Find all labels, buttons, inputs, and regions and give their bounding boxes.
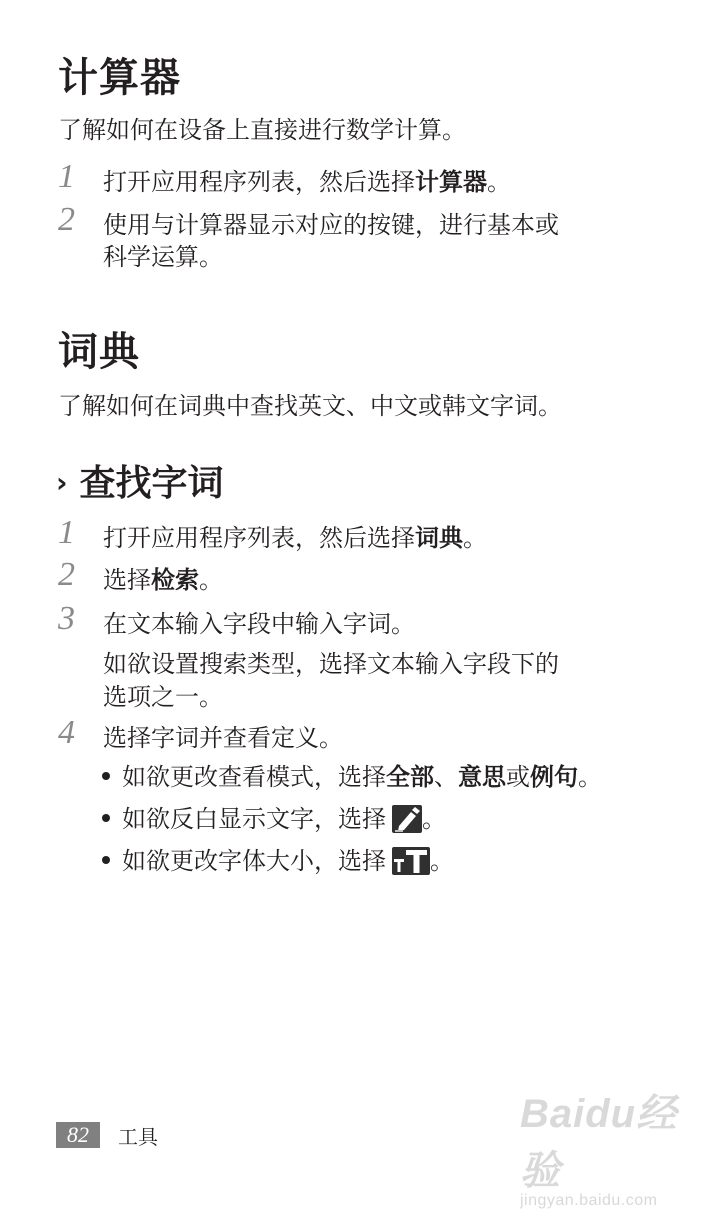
dictionary-step-1: 1 打开应用程序列表，然后选择词典。 — [58, 514, 487, 552]
step-number: 2 — [58, 556, 75, 593]
highlight-pen-icon — [392, 805, 422, 833]
bold-term: 计算器 — [415, 168, 487, 196]
footer-section-label: 工具 — [118, 1125, 158, 1149]
dictionary-step-4: 4 选择字词并查看定义。 — [58, 714, 343, 752]
bold-term: 词典 — [415, 524, 463, 552]
bullet-dot — [102, 856, 110, 864]
bullet-highlight: 如欲反白显示文字，选择 。 — [102, 803, 446, 835]
calculator-step-1: 1 打开应用程序列表，然后选择计算器。 — [58, 158, 511, 196]
dictionary-title: 词典 — [58, 329, 140, 375]
step-number: 1 — [58, 158, 75, 195]
step-note: 如欲设置搜索类型，选择文本输入字段下的 — [103, 650, 559, 679]
page-number: 82 — [56, 1122, 100, 1148]
calculator-intro: 了解如何在设备上直接进行数学计算。 — [58, 116, 466, 144]
calculator-step-2: 2 使用与计算器显示对应的按键，进行基本或 科学运算。 — [58, 201, 559, 272]
bullet-dot — [102, 814, 110, 822]
step-number: 4 — [58, 714, 75, 751]
bold-term: 检索 — [151, 566, 199, 594]
bullet-dot — [102, 772, 110, 780]
chevron-right-icon: › — [56, 466, 68, 499]
font-size-icon — [392, 847, 430, 875]
bullet-view-mode: 如欲更改查看模式，选择全部、意思或例句。 — [102, 761, 602, 793]
dictionary-intro: 了解如何在词典中查找英文、中文或韩文字词。 — [58, 392, 562, 420]
watermark-site: jingyan.baidu.com — [520, 1192, 658, 1209]
section-heading — [56, 462, 224, 505]
step-number: 2 — [58, 201, 75, 238]
section-title: 查找字词 — [79, 463, 224, 504]
step-number: 3 — [58, 600, 75, 637]
watermark-brand: Baidu经验 — [520, 1092, 678, 1193]
dictionary-step-3: 3 在文本输入字段中输入字词。 如欲设置搜索类型，选择文本输入字段下的 选项之一。 — [58, 608, 678, 713]
dictionary-step-2: 2 选择检索。 — [58, 556, 223, 594]
calculator-title: 计算器 — [58, 55, 181, 101]
baidu-watermark — [520, 1082, 690, 1209]
bullet-font-size: 如欲更改字体大小，选择 。 — [102, 845, 454, 877]
step-number: 1 — [58, 514, 75, 551]
